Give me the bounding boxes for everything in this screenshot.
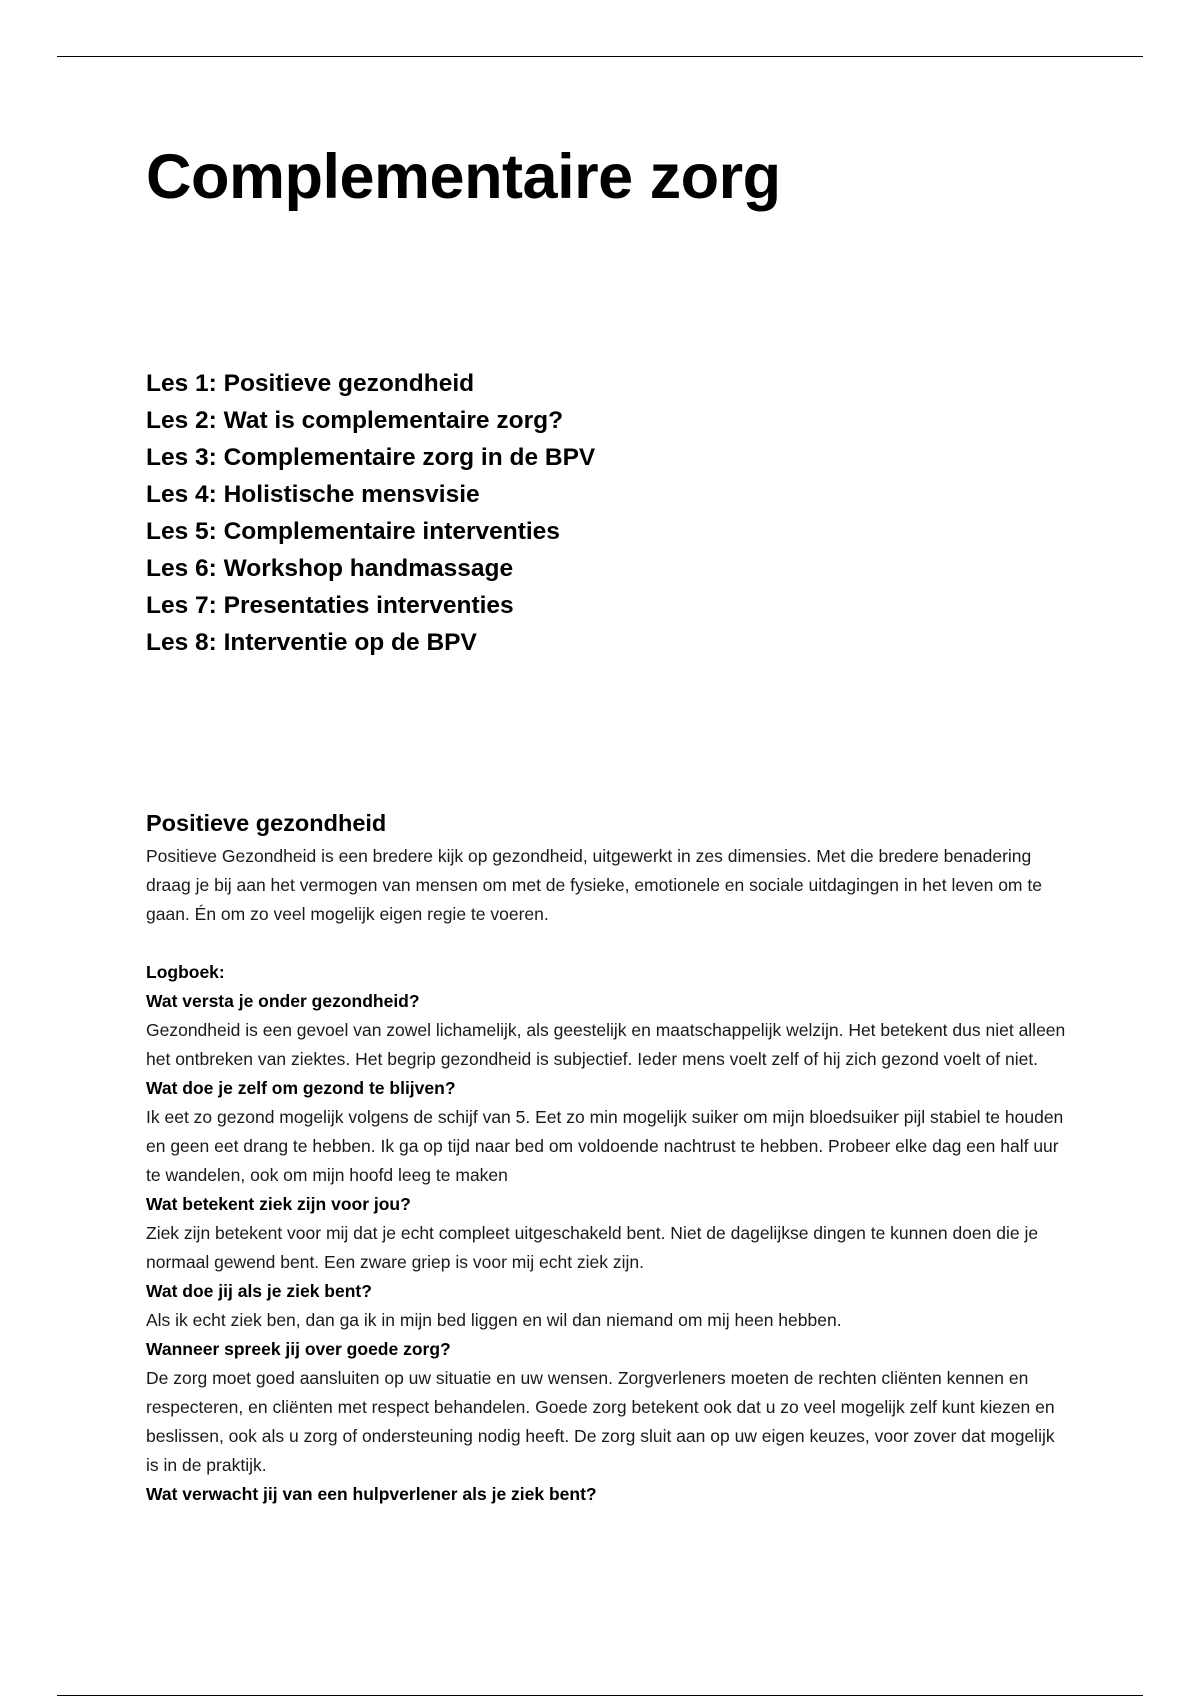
section-positieve-gezondheid — [146, 805, 1066, 1509]
toc-item: Les 4: Holistische mensvisie — [146, 481, 480, 508]
logbook-question: Wat doe je zelf om gezond te blijven? — [146, 1078, 456, 1098]
logbook-answer: Ziek zijn betekent voor mij dat je echt compleet uitgeschakeld bent. Niet de dagelijkse dingen te kunnen doen die je normaal gewend bent. Een zware griep is voor mij echt ziek zijn. — [146, 1223, 1039, 1272]
toc-item: Les 8: Interventie op de BPV — [146, 629, 477, 656]
table-of-contents — [146, 365, 595, 661]
logbook-question: Wat doe jij als je ziek bent? — [146, 1281, 372, 1301]
toc-item: Les 1: Positieve gezondheid — [146, 370, 475, 397]
logbook-question: Wat betekent ziek zijn voor jou? — [146, 1194, 411, 1214]
section-intro: Positieve Gezondheid is een bredere kijk op gezondheid, uitgewerkt in zes dimensies. Met die bredere benadering draag je bij aan het vermogen van mensen om met de fysieke, emotionele en sociale uitdagingen in het leven om te gaan. Én om zo veel mogelijk eigen regie te voeren. — [146, 846, 1042, 924]
toc-item: Les 5: Complementaire interventies — [146, 518, 560, 545]
page-top-rule — [57, 56, 1143, 57]
page-bottom-rule — [57, 1695, 1143, 1696]
toc-item: Les 2: Wat is complementaire zorg? — [146, 407, 564, 434]
page-content — [146, 140, 1066, 1504]
toc-item: Les 7: Presentaties interventies — [146, 592, 514, 619]
toc-item: Les 3: Complementaire zorg in de BPV — [146, 444, 596, 471]
logbook-answer: Als ik echt ziek ben, dan ga ik in mijn bed liggen en wil dan niemand om mij heen hebben. — [146, 1310, 842, 1330]
document-title: Complementaire zorg — [146, 142, 781, 212]
logbook-question: Wat verwacht jij van een hulpverlener als je ziek bent? — [146, 1484, 597, 1504]
paragraph-spacer — [146, 929, 1066, 958]
logbook-answer: De zorg moet goed aansluiten op uw situatie en uw wensen. Zorgverleners moeten de rechten cliënten kennen en respecteren, en cliënten met respect behandelen. Goede zorg betekent ook dat u zo veel mogelijk zelf kunt kiezen en beslissen, ook als u zorg of ondersteuning nodig heeft. De zorg sluit aan op uw eigen keuzes, voor zover dat mogelijk is in de praktijk. — [146, 1368, 1055, 1475]
toc-item: Les 6: Workshop handmassage — [146, 555, 514, 582]
logbook-answer: Ik eet zo gezond mogelijk volgens de schijf van 5. Eet zo min mogelijk suiker om mijn bloedsuiker pijl stabiel te houden en geen eet drang te hebben. Ik ga op tijd naar bed om voldoende nachtrust te hebben. Probeer elke dag een half uur te wandelen, ook om mijn hoofd leeg te maken — [146, 1107, 1064, 1185]
logbook-label: Logboek: — [146, 962, 225, 982]
logbook-answer: Gezondheid is een gevoel van zowel lichamelijk, als geestelijk en maatschappelijk welzijn. Het betekent dus niet alleen het ontbreken van ziektes. Het begrip gezondheid is subjectief. Ieder mens voelt zelf of hij zich gezond voelt of niet. — [146, 1020, 1066, 1069]
section-heading: Positieve gezondheid — [146, 810, 387, 836]
logbook-question: Wat versta je onder gezondheid? — [146, 991, 420, 1011]
logbook-question: Wanneer spreek jij over goede zorg? — [146, 1339, 451, 1359]
